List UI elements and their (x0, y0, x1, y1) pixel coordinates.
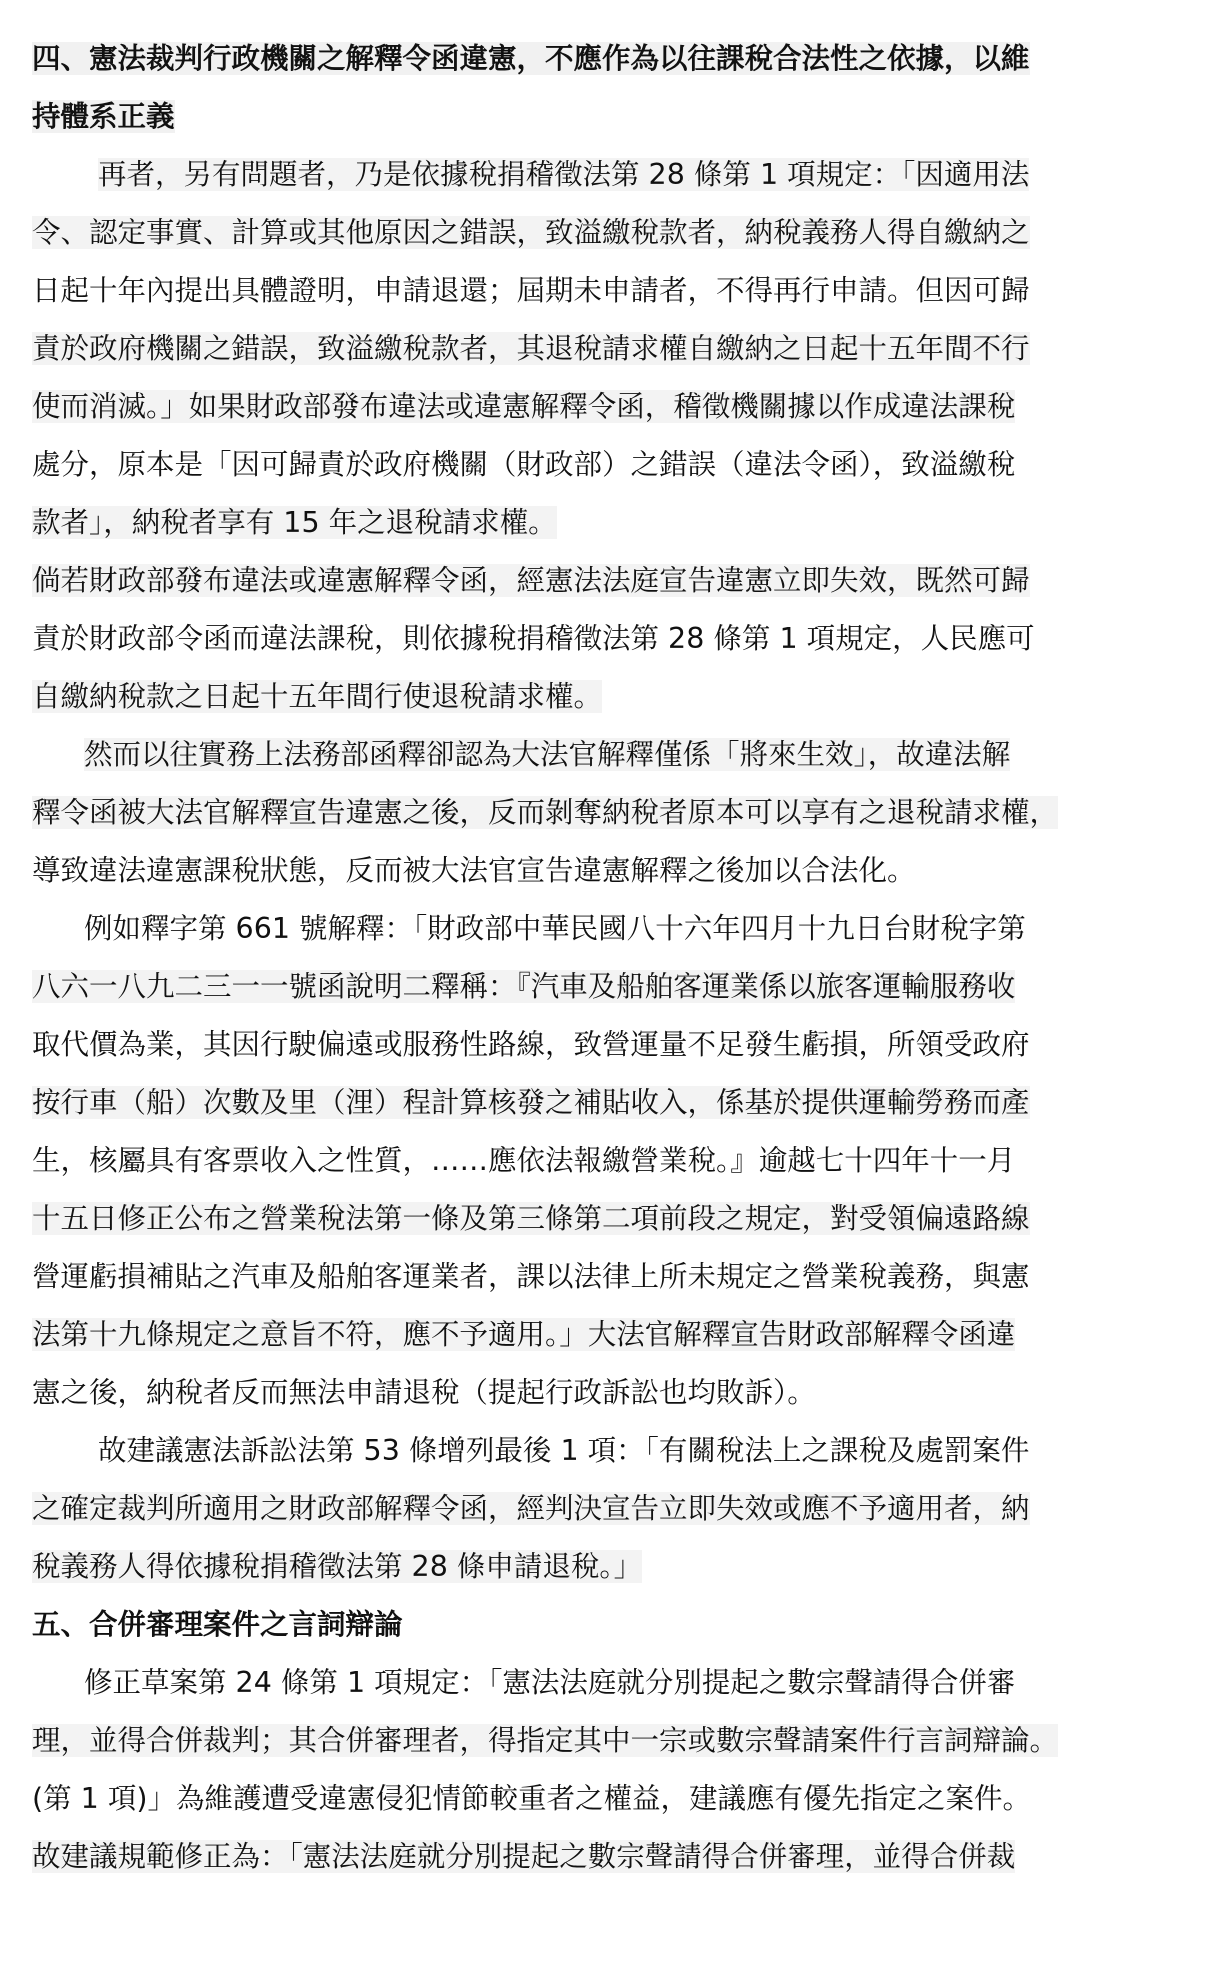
paragraph-line: 處分，原本是「因可歸責於政府機關（財政部）之錯誤（違法令函），致溢繳稅 (32, 448, 1016, 481)
paragraph-line: 然而以往實務上法務部函釋卻認為大法官解釋僅係「將來生效」，故違法解 (84, 738, 1011, 771)
section-4-heading-line-2: 持體系正義 (32, 100, 175, 133)
section-5-heading-text: 五、合併審理案件之言詞辯論 (32, 1608, 403, 1641)
paragraph-line: 故建議憲法訴訟法第 53 條增列最後 1 項：「有關稅法上之課稅及處罰案件 (98, 1434, 1030, 1467)
paragraph-line: 再者，另有問題者，乃是依據稅捐稽徵法第 28 條第 1 項規定：「因適用法 (98, 158, 1030, 191)
section-5-paragraph-1 (32, 1654, 1197, 1886)
section-4-paragraph-5 (32, 1422, 1197, 1596)
paragraph-line: 營運虧損補貼之汽車及船舶客運業者，課以法律上所未規定之營業稅義務，與憲 (32, 1260, 1030, 1293)
paragraph-line: 取代價為業，其因行駛偏遠或服務性路線，致營運量不足發生虧損，所領受政府 (32, 1028, 1030, 1061)
paragraph-line: 十五日修正公布之營業稅法第一條及第三條第二項前段之規定，對受領偏遠路線 (32, 1202, 1030, 1235)
paragraph-line: (第 1 項)」為維護遭受違憲侵犯情節較重者之權益，建議應有優先指定之案件。 (32, 1782, 1031, 1815)
paragraph-line: 之確定裁判所適用之財政部解釋令函，經判決宣告立即失效或應不予適用者，納 (32, 1492, 1030, 1525)
section-5-heading (32, 1596, 1197, 1654)
paragraph-line: 稅義務人得依據稅捐稽徵法第 28 條申請退稅。」 (32, 1550, 643, 1583)
paragraph-line: 釋令函被大法官解釋宣告違憲之後，反而剝奪納稅者原本可以享有之退稅請求權， (32, 796, 1059, 829)
paragraph-line: 款者」，納稅者享有 15 年之退稅請求權。 (32, 506, 557, 539)
paragraph-line: 例如釋字第 661 號解釋：「財政部中華民國八十六年四月十九日台財稅字第 (84, 912, 1026, 945)
paragraph-line: 倘若財政部發布違法或違憲解釋令函，經憲法法庭宣告違憲立即失效，既然可歸 (32, 564, 1030, 597)
section-4-paragraph-3 (32, 726, 1197, 900)
paragraph-line: 日起十年內提出具體證明，申請退還；屆期未申請者，不得再行申請。但因可歸 (32, 274, 1030, 307)
document-page (32, 30, 1197, 1886)
section-4-paragraph-1 (32, 146, 1197, 552)
paragraph-line: 自繳納稅款之日起十五年間行使退稅請求權。 (32, 680, 603, 713)
paragraph-line: 修正草案第 24 條第 1 項規定：「憲法法庭就分別提起之數宗聲請得合併審 (84, 1666, 1016, 1699)
paragraph-line: 八六一八九二三一一號函說明二釋稱：『汽車及船舶客運業係以旅客運輸服務收 (32, 970, 1016, 1003)
paragraph-line: 令、認定事實、計算或其他原因之錯誤，致溢繳稅款者，納稅義務人得自繳納之 (32, 216, 1030, 249)
paragraph-line: 使而消滅。」如果財政部發布違法或違憲解釋令函，稽徵機關據以作成違法課稅 (32, 390, 1016, 423)
paragraph-line: 導致違法違憲課稅狀態，反而被大法官宣告違憲解釋之後加以合法化。 (32, 854, 916, 887)
section-4-paragraph-2 (32, 552, 1197, 726)
paragraph-line: 理，並得合併裁判；其合併審理者，得指定其中一宗或數宗聲請案件行言詞辯論。 (32, 1724, 1059, 1757)
paragraph-line: 生，核屬具有客票收入之性質，……應依法報繳營業稅。』逾越七十四年十一月 (32, 1144, 1016, 1177)
paragraph-line: 責於政府機關之錯誤，致溢繳稅款者，其退稅請求權自繳納之日起十五年間不行 (32, 332, 1030, 365)
paragraph-line: 按行車（船）次數及里（浬）程計算核發之補貼收入，係基於提供運輸勞務而產 (32, 1086, 1030, 1119)
section-4-paragraph-4 (32, 900, 1197, 1422)
paragraph-line: 故建議規範修正為：「憲法法庭就分別提起之數宗聲請得合併審理，並得合併裁 (32, 1840, 1016, 1873)
paragraph-line: 憲之後，納稅者反而無法申請退稅（提起行政訴訟也均敗訴）。 (32, 1376, 816, 1409)
section-4-heading (32, 30, 1197, 146)
paragraph-line: 法第十九條規定之意旨不符，應不予適用。」大法官解釋宣告財政部解釋令函違 (32, 1318, 1016, 1351)
paragraph-line: 責於財政部令函而違法課稅，則依據稅捐稽徵法第 28 條第 1 項規定，人民應可 (32, 622, 1035, 655)
section-4-heading-line-1: 四、憲法裁判行政機關之解釋令函違憲，不應作為以往課稅合法性之依據，以維 (32, 42, 1030, 75)
